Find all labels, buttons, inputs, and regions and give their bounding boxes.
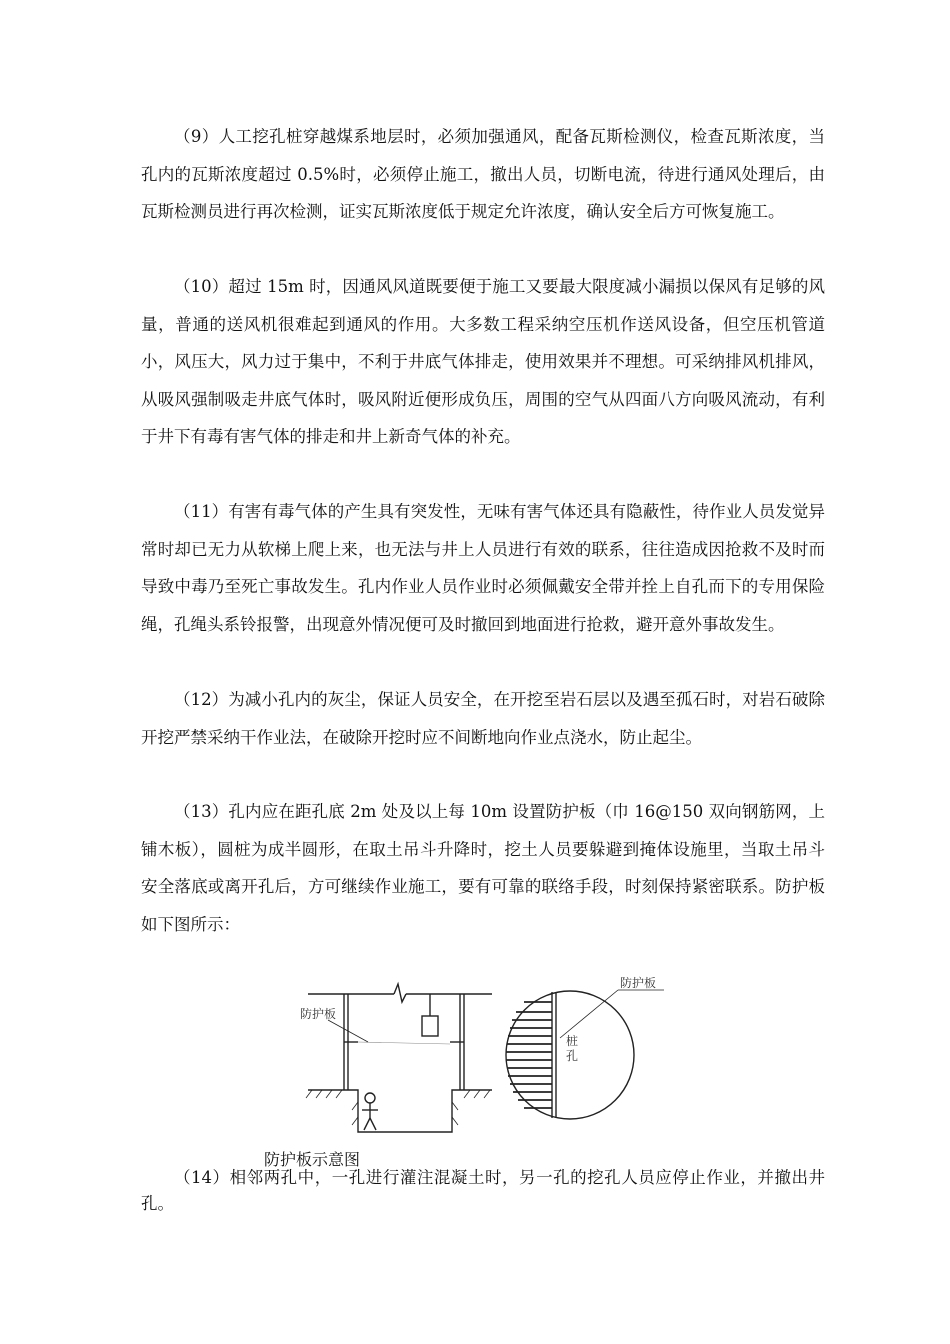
- label-pile-hole: 桩孔: [566, 1034, 579, 1063]
- paragraph-14: （14）相邻两孔中，一孔进行灌注混凝土时，另一孔的挖孔人员应停止作业，并撤出井孔。: [141, 1168, 825, 1213]
- paragraph-12: （12）为减小孔内的灰尘，保证人员安全，在开挖至岩石层以及遇至孤石时，对岩石破除开挖严禁采纳干作业法，在破除开挖时应不间断地向作业点浇水，防止起尘。: [141, 690, 825, 747]
- figure-caption: 防护板示意图: [264, 1150, 361, 1169]
- paragraph-10: （10）超过 15m 时，因通风风道既要便于施工又要最大限度减小漏损以保风有足够的风量，普通的送风机很难起到通风的作用。大多数工程采纳空压机作送风设备，但空压机管道小，风压大，风力过于集中，不利于井底气体排走，使用效果并不理想。可采纳排风机排风，从吸风强制吸走井底气体时，吸风附近便形成负压，周围的空气从四面八方向吸风流动，有利于井下有毒有害气体的排走和井上新奇气体的补充。: [141, 277, 825, 446]
- paragraph-11: （11）有害有毒气体的产生具有突发性，无味有害气体还具有隐蔽性，待作业人员发觉异常时却已无力从软梯上爬上来，也无法与井上人员进行有效的联系，往往造成因抢救不及时而导致中毒乃至死亡事故发生。孔内作业人员作业时必须佩戴安全带并拴上自孔而下的专用保险绳，孔绳头系铃报警，出现意外情况便可及时撤回到地面进行抢救，避开意外事故发生。: [141, 502, 825, 634]
- label-protection-board-left: 防护板: [300, 1007, 337, 1021]
- paragraph-13: （13）孔内应在距孔底 2m 处及以上每 10m 设置防护板（巾 16@150 双向钢筋网，上铺木板），圆桩为成半圆形，在取土吊斗升降时，挖土人员要躲避到掩体设施里，当取土吊斗安全落底或离开孔后，方可继续作业施工，要有可靠的联络手段，时刻保持紧密联系。防护板如下图所示：: [141, 802, 825, 934]
- protection-board-diagram: [298, 972, 670, 1150]
- diagram-drawing: [298, 972, 670, 1150]
- label-protection-board-right: 防护板: [620, 976, 657, 990]
- paragraph-9: （9）人工挖孔桩穿越煤系地层时，必须加强通风，配备瓦斯检测仪，检查瓦斯浓度，当孔内的瓦斯浓度超过 0.5%时，必须停止施工，撤出人员，切断电流，待进行通风处理后，由瓦斯检测员进行再次检测，证实瓦斯浓度低于规定允许浓度，确认安全后方可恢复施工。: [141, 127, 825, 221]
